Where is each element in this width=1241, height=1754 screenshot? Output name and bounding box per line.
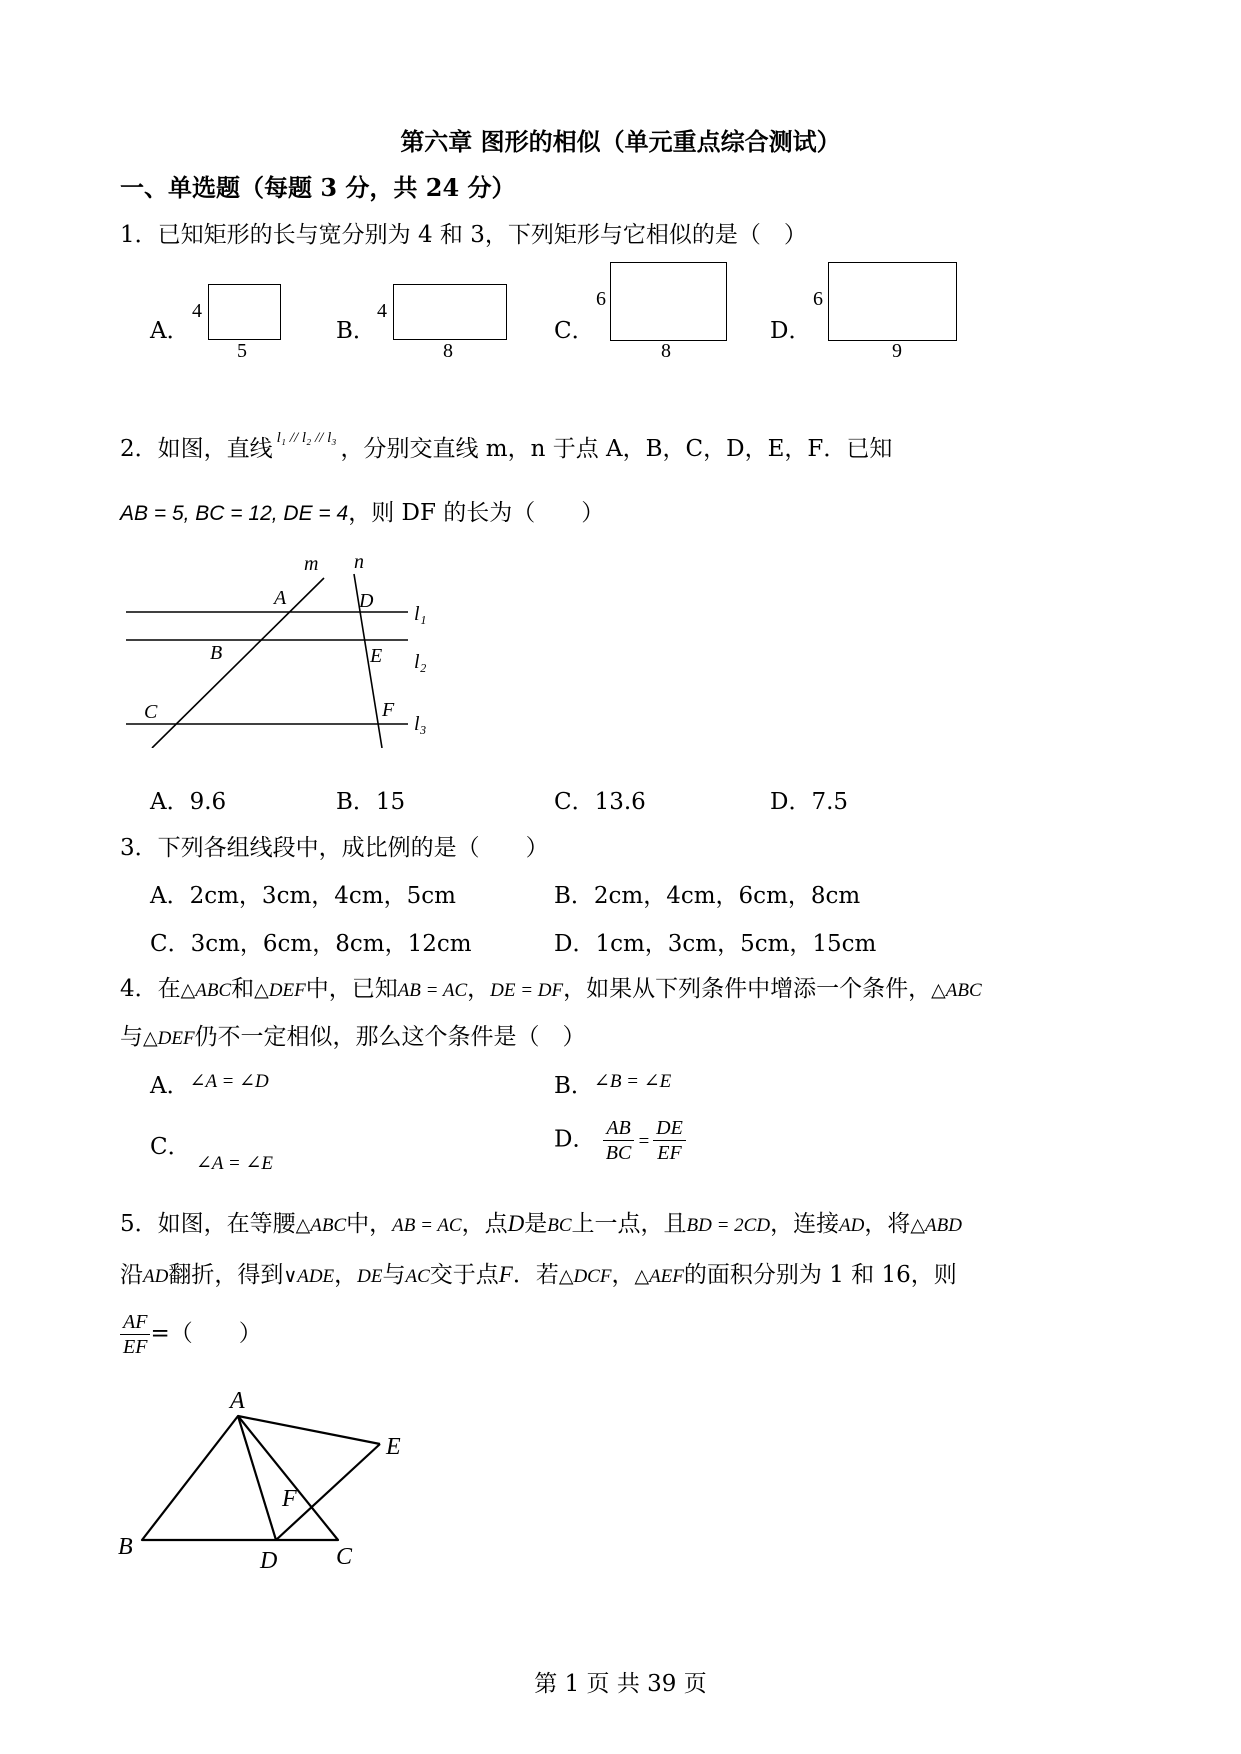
q4-text-a: 4．在 (120, 976, 181, 1002)
q4-option-d-fraction-1: $\frac{AB}{BC}$ (603, 1116, 635, 1165)
q4-text-e: 与 (120, 1024, 143, 1050)
q5-text-p: =（ ） (150, 1320, 262, 1347)
q2-ask: ，则 DF 的长为（ ） (348, 500, 605, 526)
q4-triangle-abc: △ABC (180, 980, 232, 1001)
q5-segment-de: DE (357, 1266, 383, 1287)
q1-option-b-rectangle (393, 284, 507, 340)
q2-option-d: D．7.5 (770, 789, 849, 815)
label-d: D (260, 1548, 278, 1574)
q4-option-b-value: ∠B = ∠E (593, 1071, 672, 1092)
segment-ae (238, 1416, 380, 1444)
question-5-line-3 (120, 1310, 262, 1359)
q4-option-c (150, 1128, 191, 1161)
q1-option-c-label: C． (554, 318, 595, 344)
q4-triangle-def-2: △DEF (143, 1028, 195, 1049)
q3-option-d: D．1cm，3cm，5cm，15cm (554, 931, 877, 957)
label-f: F (382, 699, 395, 721)
q4-text-f: 仍不一定相似，那么这个条件是（ ） (194, 1024, 586, 1050)
q5-text-j: ， (334, 1262, 358, 1288)
label-d: D (359, 590, 374, 612)
q5-triangle-abd: △ABD (910, 1215, 962, 1236)
q1-option-b-width: 8 (443, 340, 453, 362)
triangle-abc (142, 1416, 338, 1540)
question-3-text: 3．下列各组线段中，成比例的是（ ） (120, 835, 549, 861)
q5-figure (110, 1380, 430, 1580)
q4-option-a (150, 1067, 269, 1100)
q1-option-d-width: 9 (892, 340, 902, 362)
q2-figure (118, 548, 448, 748)
q2-option-c: C．13.6 (554, 789, 646, 815)
q5-segment-ad-2: AD (143, 1266, 169, 1287)
q5-text-d: 是 (524, 1211, 548, 1237)
q5-triangle-ade: ∨ADE (283, 1266, 335, 1287)
q4-condition-2: DE = DF (490, 980, 564, 1001)
line-m (152, 578, 324, 748)
q2-parallel-lines: l₁ // l₂ // l₃ (276, 430, 337, 446)
label-f: F (282, 1486, 297, 1512)
q3-option-b: B．2cm，4cm，6cm，8cm (554, 883, 861, 909)
q5-segment-bc: BC (547, 1215, 572, 1236)
q5-text-l: 交于点 (429, 1262, 499, 1288)
q4-text-d: ，如果从下列条件中增添一个条件， (563, 976, 932, 1002)
q5-text-h: 沿 (120, 1262, 143, 1288)
label-e: E (386, 1434, 401, 1460)
label-a: A (230, 1388, 245, 1414)
question-1-text: 1．已知矩形的长与宽分别为 4 和 3，下列矩形与它相似的是（ ） (120, 222, 807, 248)
q4-separator: ， (467, 976, 491, 1002)
q4-option-b (554, 1067, 671, 1100)
q1-option-c-rectangle (610, 262, 727, 341)
page-title: 第六章 图形的相似（单元重点综合测试） (400, 127, 841, 156)
label-a: A (274, 587, 287, 609)
q5-text-k: 与 (382, 1262, 406, 1288)
q4-text-c: 中，已知 (305, 976, 398, 1002)
q5-condition-1: AB = AC (392, 1215, 462, 1236)
q1-option-d-height: 6 (813, 288, 823, 310)
label-l1: l₁ (414, 603, 427, 625)
label-l2: l₂ (414, 651, 427, 673)
q2-given: AB = 5, BC = 12, DE = 4 (120, 502, 349, 525)
q1-option-d-rectangle (828, 262, 957, 341)
segment-ad (238, 1416, 276, 1540)
label-n: n (354, 551, 364, 573)
label-c: C (144, 701, 158, 723)
q5-text-b: 中， (346, 1211, 393, 1237)
q4-triangle-abc-2: △ABC (931, 980, 982, 1001)
q1-option-a-width: 5 (237, 340, 247, 362)
q4-option-c-value: ∠A = ∠E (196, 1153, 274, 1174)
q5-text-e: 上一点，且 (571, 1211, 687, 1237)
q5-point-d: D (507, 1211, 525, 1236)
q1-option-c-height: 6 (596, 288, 606, 310)
q1-option-c-width: 8 (661, 340, 671, 362)
question-2-line-1 (120, 430, 892, 463)
label-b: B (210, 642, 223, 664)
q5-text-c: ，点 (461, 1211, 508, 1237)
q4-option-d-label: D． (554, 1126, 596, 1153)
q4-option-d-equals: = (637, 1130, 651, 1152)
q1-option-b-height: 4 (377, 300, 387, 322)
q1-option-d-label: D． (770, 318, 812, 344)
q4-condition-1: AB = AC (397, 980, 468, 1001)
q5-text-m: ．若 (512, 1262, 559, 1288)
q1-option-a-height: 4 (192, 300, 202, 322)
label-m: m (304, 553, 319, 575)
q5-text-a: 5．如图，在等腰 (120, 1211, 296, 1237)
q5-point-f: F (498, 1262, 513, 1287)
q3-option-c: C．3cm，6cm，8cm，12cm (150, 931, 472, 957)
q5-text-n: ， (611, 1262, 635, 1288)
question-4-line-1 (120, 970, 982, 1003)
q4-option-c-label: C． (150, 1134, 191, 1160)
q1-option-a-label: A． (150, 318, 190, 344)
label-l3: l₃ (414, 713, 427, 735)
q4-option-a-value: ∠A = ∠D (189, 1071, 269, 1092)
question-5-line-2 (120, 1256, 957, 1289)
q3-option-a: A．2cm，3cm，4cm，5cm (150, 883, 456, 909)
q5-triangle-dcf: △DCF (558, 1266, 612, 1287)
q4-option-d (554, 1116, 686, 1165)
q1-option-a-rectangle (208, 284, 281, 340)
q4-triangle-def: △DEF (254, 980, 306, 1001)
q4-text-b: 和 (231, 976, 255, 1002)
q2-option-b: B．15 (336, 789, 406, 815)
q5-text-o: 的面积分别为 1 和 16，则 (683, 1262, 957, 1288)
q2-pre: 2．如图，直线 (120, 436, 273, 462)
q2-option-a: A．9.6 (150, 789, 227, 815)
q4-option-a-label: A． (150, 1073, 190, 1099)
q5-text-f: ，连接 (770, 1211, 840, 1237)
question-4-line-2 (120, 1018, 586, 1051)
q4-option-d-fraction-2: $\frac{DE}{EF}$ (653, 1116, 686, 1165)
q5-text-i: 翻折，得到 (168, 1262, 284, 1288)
question-5-line-1 (120, 1205, 962, 1238)
q5-segment-ac: AC (405, 1266, 430, 1287)
section-heading: 一、单选题（每题 3 分，共 24 分） (120, 173, 516, 202)
q5-triangle-aef: △AEF (634, 1266, 684, 1287)
q2-post: ，分别交直线 m，n 于点 A，B，C，D，E，F．已知 (340, 436, 893, 462)
label-b: B (118, 1534, 133, 1560)
q4-option-b-label: B． (554, 1073, 594, 1099)
q1-option-b-label: B． (336, 318, 376, 344)
page-footer: 第 1 页 共 39 页 (534, 1671, 707, 1697)
question-2-line-2 (120, 494, 604, 527)
label-e: E (370, 645, 383, 667)
q5-segment-ad: AD (839, 1215, 865, 1236)
label-c: C (336, 1544, 353, 1570)
q5-fraction: $\frac{AF}{EF}$ (120, 1310, 150, 1359)
q5-triangle-abc: △ABC (295, 1215, 347, 1236)
q5-text-g: ，将 (864, 1211, 911, 1237)
q5-condition-2: BD = 2CD (686, 1215, 771, 1236)
